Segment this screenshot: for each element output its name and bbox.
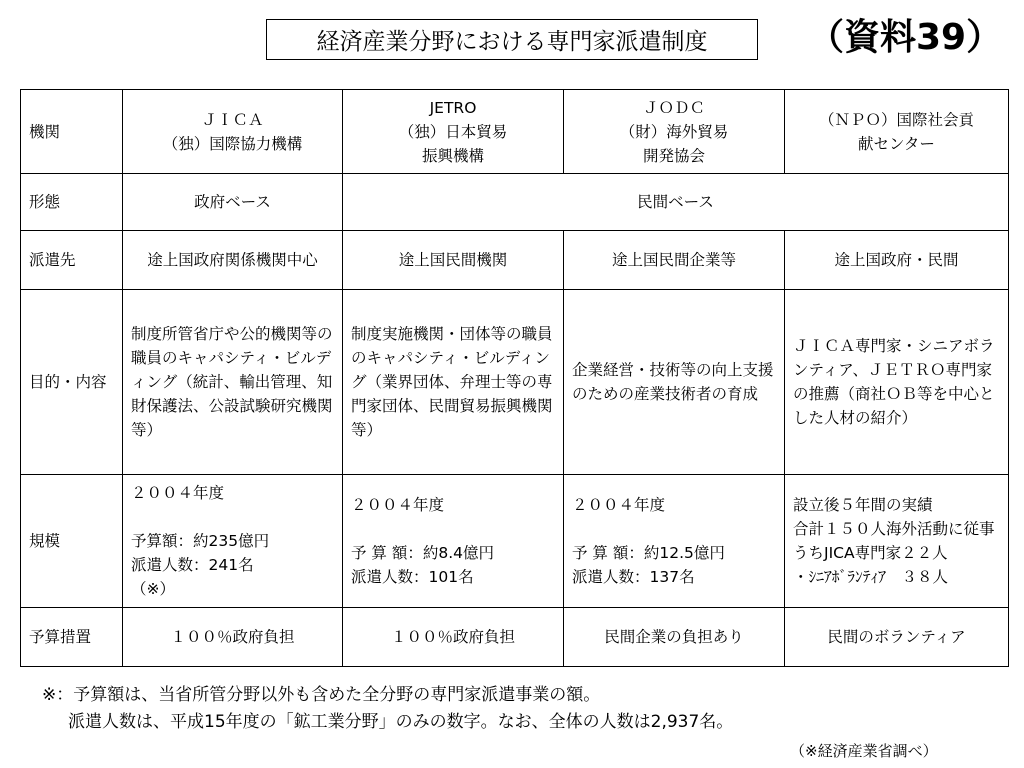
document-reference: （資料39）: [808, 17, 1003, 58]
row-label-destination: 派遣先: [21, 231, 123, 290]
footnote-line-2: 派遣人数は、平成15年度の「鉱工業分野」のみの数字。なお、全体の人数は2,937名。: [68, 712, 734, 732]
source-note: （※経済産業省調べ）: [790, 742, 938, 760]
form-private: 民間ベース: [343, 174, 1009, 231]
row-label-scale: 規模: [21, 474, 123, 607]
footnote: [42, 682, 1002, 736]
table-row: [21, 90, 1009, 174]
purpose-jetro: 制度実施機関・団体等の職員のキャパシティ・ビルディング（業界団体、弁理士等の専門家団体、民間貿易振興機関等）: [343, 290, 564, 474]
budget-jetro: １００％政府負担: [343, 607, 564, 666]
header-jetro: JETRO （独）日本貿易 振興機構: [343, 90, 564, 174]
page-title: [266, 19, 758, 60]
expert-dispatch-table: [20, 89, 1009, 667]
scale-jica: ２００４年度 予算額：約235億円 派遣人数：241名 （※）: [123, 474, 343, 607]
scale-jodc: ２００４年度 予 算 額：約12.5億円 派遣人数：137名: [564, 474, 785, 607]
scale-jetro: ２００４年度 予 算 額：約8.4億円 派遣人数：101名: [343, 474, 564, 607]
purpose-jica: 制度所管省庁や公的機関等の職員のキャパシティ・ビルディング（統計、輸出管理、知財保護法、公設試験研究機関等）: [123, 290, 343, 474]
budget-npo: 民間のボランティア: [785, 607, 1009, 666]
row-label-budget: 予算措置: [21, 607, 123, 666]
row-label-form: 形態: [21, 174, 123, 231]
table-row: [21, 474, 1009, 607]
footnote-line-1: ※：予算額は、当省所管分野以外も含めた全分野の専門家派遣事業の額。: [42, 685, 601, 705]
form-jica: 政府ベース: [123, 174, 343, 231]
header-jica: ＪＩＣＡ （独）国際協力機構: [123, 90, 343, 174]
scale-npo: 設立後５年間の実績 合計１５０人海外活動に従事 うちJICA専門家２２人 ・ｼﾆｱﾎﾞﾗﾝﾃｨｱ ３８人: [785, 474, 1009, 607]
row-label-organization: 機関: [21, 90, 123, 174]
purpose-npo: ＪＩＣＡ専門家・シニアボランティア、ＪＥＴＲＯ専門家の推薦（商社ＯＢ等を中心とした人材の紹介）: [785, 290, 1009, 474]
table-row: [21, 290, 1009, 474]
destination-jica: 途上国政府関係機関中心: [123, 231, 343, 290]
table-row: [21, 174, 1009, 231]
destination-jodc: 途上国民間企業等: [564, 231, 785, 290]
budget-jodc: 民間企業の負担あり: [564, 607, 785, 666]
destination-jetro: 途上国民間機関: [343, 231, 564, 290]
header-jodc: ＪＯＤＣ （財）海外貿易 開発協会: [564, 90, 785, 174]
purpose-jodc: 企業経営・技術等の向上支援のための産業技術者の育成: [564, 290, 785, 474]
table-row: [21, 231, 1009, 290]
destination-npo: 途上国政府・民間: [785, 231, 1009, 290]
table-row: [21, 607, 1009, 666]
page-title-text: 経済産業分野における専門家派遣制度: [316, 29, 708, 55]
header-npo: （ＮＰＯ）国際社会貢 献センター: [785, 90, 1009, 174]
budget-jica: １００％政府負担: [123, 607, 343, 666]
row-label-purpose: 目的・内容: [21, 290, 123, 474]
